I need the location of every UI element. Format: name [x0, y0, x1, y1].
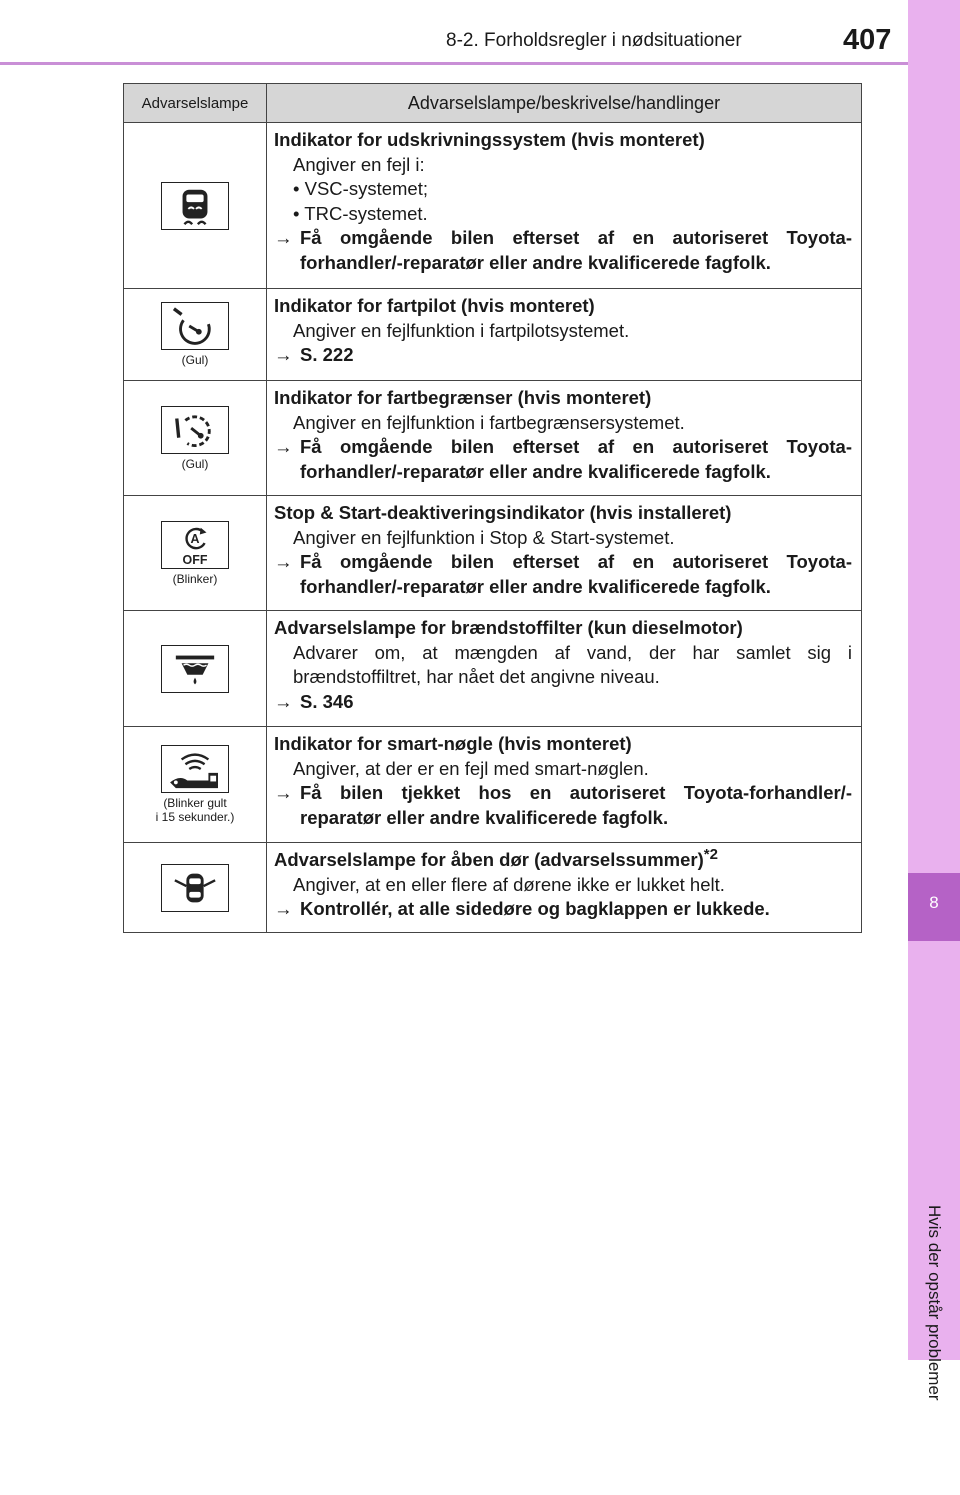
row-title: Advarselslampe for åben dør (advarselssummer)$^{*2}$ — [274, 845, 718, 870]
stop-start-off-icon — [161, 521, 229, 569]
row-action: → S. 346 — [274, 690, 852, 715]
icon-note: (Blinker) — [172, 571, 218, 586]
row-text: Angiver en fejl i: — [293, 153, 425, 175]
arrow-icon: → — [274, 898, 293, 919]
description-cell — [267, 123, 862, 289]
chapter-title: Hvis der opstår problemer — [925, 1205, 944, 1401]
row-action: → Få omgående bilen efterset af en autoriseret Toyota-forhandler/-reparatør eller andre kvalificerede fagfolk. — [274, 551, 852, 597]
table-row — [124, 123, 862, 289]
row-title: Advarselslampe for brændstoffilter (kun dieselmotor) — [274, 617, 743, 638]
open-door-icon — [161, 864, 229, 912]
icon-note: (Blinker gult i 15 sekunder.) — [155, 796, 235, 824]
svg-text:A: A — [190, 531, 200, 546]
cruise-control-icon — [161, 302, 229, 350]
row-text: Angiver en fejlfunktion i fartpilotsystemet. — [293, 319, 630, 341]
description-cell — [267, 843, 862, 933]
fuel-filter-icon — [161, 645, 229, 693]
icon-note: (Gul) — [181, 456, 209, 471]
table-row — [124, 843, 862, 933]
row-title: Indikator for fartbegrænser (hvis monteret) — [274, 387, 652, 408]
row-action: → Få omgående bilen efterset af en autoriseret Toyota-forhandler/-reparatør eller andre kvalificerede fagfolk. — [274, 436, 852, 482]
arrow-icon: → — [274, 782, 293, 803]
icon-cell — [124, 496, 267, 611]
description-cell — [267, 611, 862, 727]
table-header-row — [124, 84, 862, 123]
row-text: Angiver en fejlfunktion i fartbegrænsersystemet. — [293, 411, 685, 433]
chapter-side-tab — [908, 0, 960, 1360]
row-title: Indikator for udskrivningssystem (hvis monteret) — [274, 129, 705, 150]
row-text: Angiver en fejlfunktion i Stop & Start-systemet. — [293, 526, 675, 548]
arrow-icon: → — [274, 436, 293, 457]
stop-start-off-label: OFF — [182, 552, 208, 567]
table-row — [124, 611, 862, 727]
page-number: 407 — [843, 24, 892, 56]
table-row — [124, 727, 862, 843]
table-row — [124, 381, 862, 496]
icon-cell — [124, 727, 267, 843]
icon-cell — [124, 381, 267, 496]
description-cell — [267, 496, 862, 611]
row-text: Angiver, at en eller flere af dørene ikke er lukket helt. — [293, 873, 725, 895]
row-title: Indikator for smart-nøgle (hvis monteret) — [274, 733, 632, 754]
smart-key-icon — [161, 745, 229, 793]
speed-limiter-icon — [161, 406, 229, 454]
row-action: → Få omgående bilen efterset af en autoriseret Toyota-forhandler/-reparatør eller andre kvalificerede fagfolk. — [274, 227, 852, 273]
arrow-icon: → — [274, 690, 293, 712]
warning-lights-table — [123, 83, 862, 933]
footnote-marker: *2 — [703, 845, 718, 863]
column-header-description: Advarselslampe/beskrivelse/handlinger — [267, 84, 862, 123]
slip-indicator-icon — [161, 182, 229, 230]
column-header-icon: Advarselslampe — [124, 84, 267, 123]
description-cell — [267, 381, 862, 496]
table-row — [124, 496, 862, 611]
table-row — [124, 289, 862, 381]
icon-cell — [124, 843, 267, 933]
icon-cell — [124, 289, 267, 381]
row-title: Indikator for fartpilot (hvis monteret) — [274, 295, 595, 316]
header-section-title: 8-2. Forholdsregler i nødsituationer — [446, 30, 742, 51]
row-bullet: • TRC-systemet. — [274, 202, 852, 227]
arrow-icon: → — [274, 344, 293, 365]
row-text: Angiver, at der er en fejl med smart-nøglen. — [293, 757, 649, 779]
row-text: Advarer om, at mængden af vand, der har samlet sig i brændstoffiltret, har nået det angivne niveau. — [293, 641, 852, 687]
arrow-icon: → — [274, 227, 293, 248]
description-cell — [267, 289, 862, 381]
icon-cell — [124, 123, 267, 289]
description-cell — [267, 727, 862, 843]
header-rule — [0, 62, 908, 65]
chapter-number: 8 — [929, 893, 939, 912]
row-action: → Kontrollér, at alle sidedøre og bagklappen er lukkede. — [274, 897, 852, 922]
row-title: Stop & Start-deaktiveringsindikator (hvis installeret) — [274, 502, 732, 523]
arrow-icon: → — [274, 551, 293, 572]
icon-note: (Gul) — [181, 353, 209, 367]
row-action: → Få bilen tjekket hos en autoriseret Toyota-forhandler/-reparatør eller andre kvalificerede fagfolk. — [274, 782, 852, 828]
row-action: → S. 222 — [274, 343, 852, 368]
row-bullet: • VSC-systemet; — [274, 177, 852, 202]
icon-cell — [124, 611, 267, 727]
